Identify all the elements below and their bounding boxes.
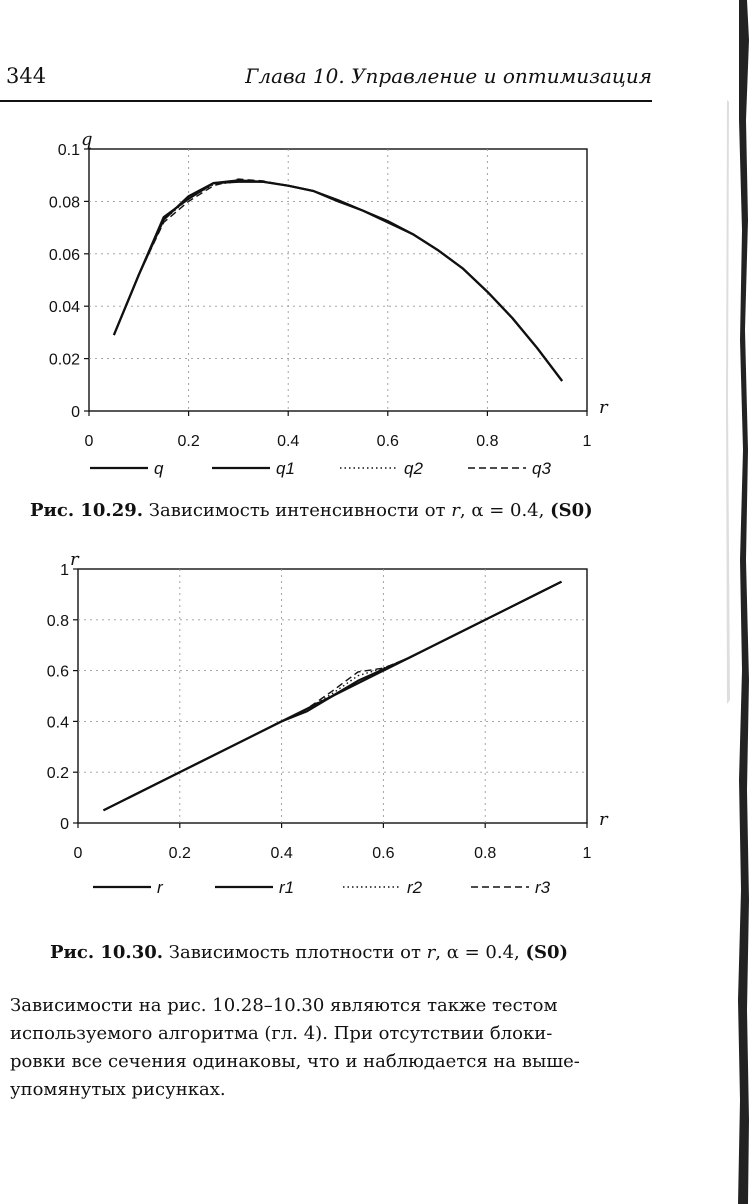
y-tick-label: 0.8 — [46, 612, 69, 630]
series-line-q3 — [114, 179, 562, 381]
x-axis-label: r — [599, 397, 608, 418]
y-tick-label: 0.08 — [48, 194, 80, 212]
page-binding-edge — [721, 0, 751, 1204]
x-tick-label: 0.4 — [277, 433, 300, 450]
x-tick-label: 0.2 — [177, 433, 200, 450]
chart-density — [0, 540, 660, 915]
caption-alpha: α = 0.4, — [471, 500, 545, 521]
running-title: Глава 10. Управление и оптимизация — [245, 64, 652, 88]
caption-tag: (S0) — [525, 942, 569, 963]
page-header — [0, 64, 652, 102]
legend-label-r2: r2 — [407, 878, 423, 897]
y-axis-label: q — [81, 130, 93, 150]
y-tick-label: 0.04 — [48, 299, 80, 317]
figure-caption-10-29: Рис. 10.29. Зависимость интенсивности от r, α = 0.4, (S0) — [30, 500, 593, 521]
legend-label-q1: q1 — [276, 459, 295, 478]
caption-text: Зависимость плотности от — [168, 942, 421, 963]
caption-text: Зависимость интенсивности от — [148, 500, 446, 521]
paragraph-line: Зависимости на рис. 10.28–10.30 являются также тестом — [10, 995, 558, 1016]
y-tick-label: 0.2 — [46, 765, 69, 783]
legend-label-q: q — [154, 459, 164, 478]
legend-label-r3: r3 — [535, 878, 551, 897]
page-number: 344 — [6, 64, 47, 88]
caption-alpha: α = 0.4, — [446, 942, 520, 963]
x-tick-label: 0.8 — [474, 845, 497, 862]
chart-intensity — [0, 130, 660, 525]
figure-caption-10-30: Рис. 10.30. Зависимость плотности от r, α = 0.4, (S0) — [50, 942, 569, 963]
caption-variable: r — [451, 500, 460, 521]
x-tick-label: 0.2 — [168, 845, 191, 862]
legend-label-r: r — [157, 878, 163, 897]
y-axis-label: r — [70, 549, 79, 570]
y-tick-label: 0.06 — [48, 246, 80, 264]
series-line-q — [114, 180, 562, 381]
y-tick-label: 0.1 — [57, 142, 80, 159]
x-tick-label: 0.4 — [270, 845, 293, 862]
series-line-q2 — [114, 182, 562, 381]
paragraph-line: используемого алгоритма (гл. 4). При отсутствии блоки- — [10, 1023, 553, 1044]
y-tick-label: 0.4 — [46, 714, 69, 732]
paragraph-line: ровки все сечения одинаковы, что и наблюдается на выше- — [10, 1051, 580, 1072]
legend-label-q3: q3 — [532, 459, 551, 478]
paragraph-line: упомянутых рисунках. — [10, 1079, 226, 1100]
caption-tag: (S0) — [550, 500, 593, 521]
x-tick-label: 1 — [582, 845, 592, 862]
caption-label: Рис. 10.29. — [30, 500, 144, 521]
x-tick-label: 0.6 — [372, 845, 395, 862]
series-line-q1 — [114, 182, 562, 381]
x-tick-label: 0 — [84, 433, 94, 450]
plot-frame — [89, 149, 587, 411]
x-tick-label: 0 — [73, 845, 83, 862]
y-tick-label: 0 — [71, 404, 80, 421]
legend-label-q2: q2 — [404, 459, 423, 478]
x-axis-label: r — [599, 809, 608, 830]
y-tick-label: 0.02 — [48, 351, 80, 369]
y-tick-label: 0.6 — [46, 663, 69, 681]
caption-variable: r — [426, 942, 436, 963]
legend-label-r1: r1 — [279, 878, 295, 897]
x-tick-label: 0.6 — [376, 433, 399, 450]
y-tick-label: 0 — [60, 816, 69, 833]
caption-label: Рис. 10.30. — [50, 942, 164, 963]
y-tick-label: 1 — [60, 562, 69, 579]
x-tick-label: 0.8 — [476, 433, 499, 450]
x-tick-label: 1 — [582, 433, 592, 450]
body-paragraph — [10, 992, 650, 1104]
